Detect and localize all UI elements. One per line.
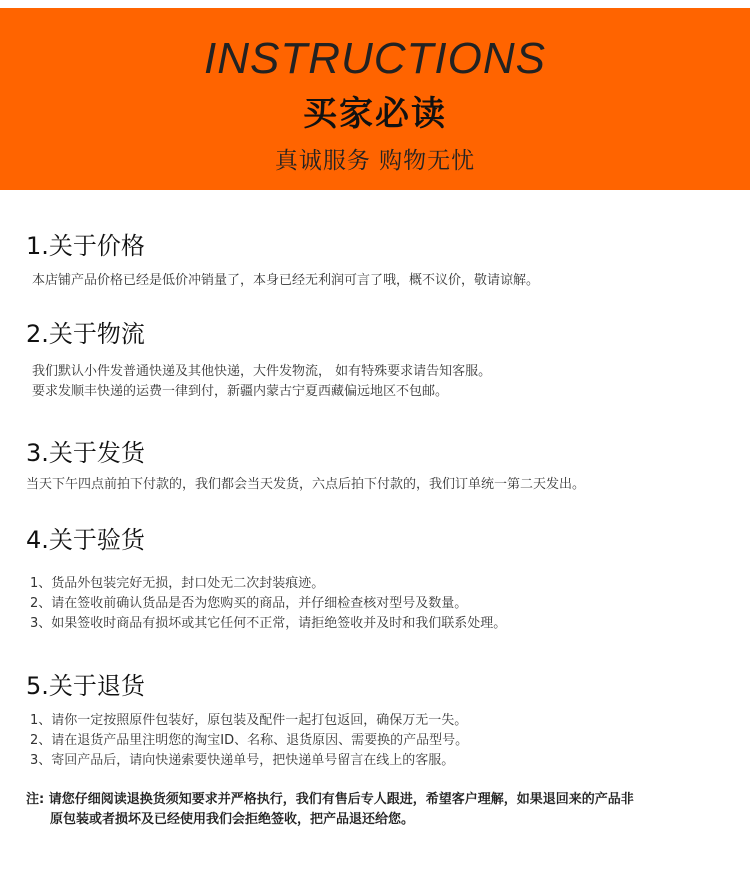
inspection-item-2: 2、请在签收前确认货品是否为您购买的商品，并仔细检查核对型号及数量。 [30,596,468,611]
section-title-shipping: 3.关于发货 [26,439,145,467]
shipping-text: 当天下午四点前拍下付款的，我们都会当天发货，六点后拍下付款的，我们订单统一第二天发出。 [26,477,586,492]
notice [26,790,726,830]
returns-item-1: 1、请你一定按照原件包装好，原包装及配件一起打包返回，确保万无一失。 [30,713,468,728]
inspection-item-1: 1、货品外包装完好无损，封口处无二次封装痕迹。 [30,576,325,591]
logistics-text-2: 要求发顺丰快递的运费一律到付，新疆内蒙古宁夏西藏偏远地区不包邮。 [32,384,449,399]
section-title-logistics: 2.关于物流 [26,320,145,348]
header-banner [0,8,750,190]
banner-subtitle: 真诚服务 购物无忧 [274,148,476,174]
logistics-text-1: 我们默认小件发普通快递及其他快递，大件发物流， 如有特殊要求请告知客服。 [32,364,492,379]
inspection-item-3: 3、如果签收时商品有损坏或其它任何不正常，请拒绝签收并及时和我们联系处理。 [30,616,507,631]
banner-title-en: INSTRUCTIONS [204,34,546,83]
notice-line-2: 原包装或者损坏及已经使用我们会拒绝签收，把产品退还给您。 [50,812,415,827]
section-title-returns: 5.关于退货 [26,672,145,700]
section-title-inspection: 4.关于验货 [26,526,145,554]
returns-item-3: 3、寄回产品后，请向快递索要快递单号，把快递单号留言在线上的客服。 [30,753,455,768]
returns-item-2: 2、请在退货产品里注明您的淘宝ID、名称、退货原因、需要换的产品型号。 [30,733,469,748]
price-text: 本店铺产品价格已经是低价冲销量了，本身已经无利润可言了哦，概不议价，敬请谅解。 [32,273,540,288]
banner-title-zh: 买家必读 [303,94,447,134]
notice-line-1: 注: 请您仔细阅读退换货须知要求并严格执行，我们有售后专人跟进，希望客户理解，如果退回来的产品非 [26,792,634,807]
section-title-price: 1.关于价格 [26,232,145,260]
